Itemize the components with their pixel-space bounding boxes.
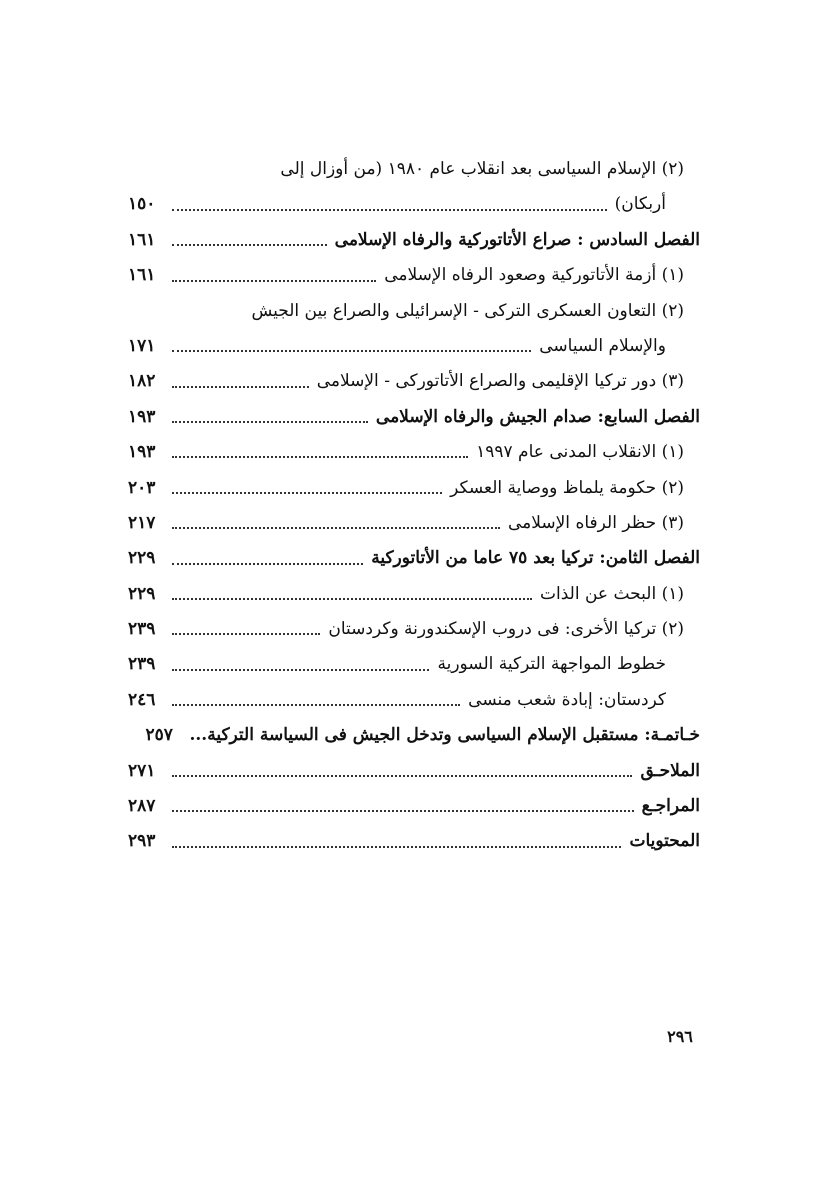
toc-entry-title: المراجـع	[641, 796, 700, 817]
toc-entry	[128, 471, 700, 506]
toc-entry-page: ١٧١	[128, 335, 156, 356]
toc-entry	[128, 329, 700, 364]
toc-entry	[128, 364, 700, 399]
toc-entry-title: (١) البحث عن الذات	[540, 583, 684, 604]
toc-entry-page: ٢٤٦	[128, 689, 156, 710]
toc-entry-page: ٢٥٧	[145, 725, 173, 746]
toc-entry-title: (٢) الإسلام السياسى بعد انقلاب عام ١٩٨٠ (من أوزال إلى	[280, 159, 684, 179]
toc-entry	[128, 506, 700, 541]
toc-entry-title: والإسلام السياسى	[539, 335, 666, 356]
toc-entry-title: خطوط المواجهة التركية السورية	[437, 654, 666, 675]
toc-entry-page: ٢٠٣	[128, 477, 156, 498]
toc-entry	[128, 577, 700, 612]
toc-entry-title: (٣) حظر الرفاه الإسلامى	[507, 512, 684, 533]
dot-leader	[172, 447, 468, 458]
dot-leader	[172, 270, 376, 281]
dot-leader	[172, 695, 460, 706]
dot-leader	[172, 483, 442, 494]
toc-entry-page: ٢٣٩	[128, 654, 156, 675]
toc-entry-title: المحتويات	[629, 831, 700, 852]
toc-entry-title: (٣) دور تركيا الإقليمى والصراع الأتاتوركى - الإسلامى	[316, 371, 684, 392]
toc-entry-page: ١٦١	[128, 265, 156, 286]
toc-entry-title: الفصل السادس : صراع الأتاتوركية والرفاه الإسلامى	[334, 229, 700, 250]
toc-entry	[128, 612, 700, 647]
toc-entry-title: (٢) التعاون العسكرى التركى - الإسرائيلى والصراع بين الجيش	[251, 300, 684, 321]
toc-entry	[128, 152, 700, 187]
dot-leader	[172, 376, 309, 387]
dot-leader	[172, 199, 607, 210]
dot-leader	[172, 801, 634, 812]
toc-entry	[128, 294, 700, 329]
toc-entry	[128, 258, 700, 293]
toc-entry-title: (٢) تركيا الأخرى: فى دروب الإسكندورنة وكردستان	[328, 619, 684, 640]
toc-entry-page: ١٨٢	[128, 371, 156, 392]
dot-leader	[172, 412, 368, 423]
toc-chapter-entry	[128, 754, 700, 789]
toc-entry-page: ٢٣٩	[128, 619, 156, 640]
dot-leader	[172, 235, 327, 246]
toc-entry-page: ٢١٧	[128, 512, 156, 533]
dot-leader	[172, 624, 320, 635]
toc-chapter-entry	[128, 718, 700, 753]
toc-entry	[128, 435, 700, 470]
toc-chapter-entry	[128, 541, 700, 576]
dot-leader	[172, 589, 532, 600]
toc-chapter-entry	[128, 400, 700, 435]
toc-entry-title: (١) أزمة الأتاتوركية وصعود الرفاه الإسلامى	[384, 265, 684, 286]
toc-entry-title: الفصل الثامن: تركيا بعد ٧٥ عاما من الأتاتوركية	[371, 548, 700, 569]
dot-leader	[172, 341, 531, 352]
dot-leader	[172, 836, 621, 847]
toc-entry-page: ١٥٠	[128, 194, 156, 215]
toc-entry-page: ٢٢٩	[128, 583, 156, 604]
toc-entry	[128, 683, 700, 718]
dot-leader	[172, 766, 632, 777]
toc-chapter-entry	[128, 824, 700, 859]
toc-entry	[128, 647, 700, 682]
toc-chapter-entry	[128, 789, 700, 824]
toc-entry-title: أربكان)	[614, 194, 666, 215]
toc-chapter-entry	[128, 223, 700, 258]
toc-entry-title: الفصل السابع: صدام الجيش والرفاه الإسلامى	[375, 406, 700, 427]
toc-entry-title: كردستان: إبادة شعب منسى	[468, 689, 666, 710]
toc-entry-page: ١٦١	[128, 229, 156, 250]
toc-entry-title: (١) الانقلاب المدنى عام ١٩٩٧	[476, 442, 684, 463]
toc-entry-title: خـاتمـة: مستقبل الإسلام السياسى وتدخل الجيش فى السياسة التركية...	[189, 725, 700, 746]
toc-entry-page: ٢٢٩	[128, 548, 156, 569]
toc-entry-page: ٢٧١	[128, 760, 156, 781]
toc-entry-title: (٢) حكومة يلماظ ووصاية العسكر	[450, 477, 684, 498]
toc-entry-page: ٢٩٣	[128, 831, 156, 852]
dot-leader	[172, 553, 363, 564]
toc-entry	[128, 187, 700, 222]
page-number: ٢٩٦	[667, 1027, 693, 1046]
toc-entry-page: ١٩٣	[128, 442, 156, 463]
toc-entry-page: ١٩٣	[128, 406, 156, 427]
toc-entry-title: الملاحـق	[640, 760, 700, 781]
dot-leader	[172, 518, 500, 529]
toc-entry-page: ٢٨٧	[128, 796, 156, 817]
table-of-contents	[128, 152, 700, 860]
dot-leader	[172, 659, 429, 670]
